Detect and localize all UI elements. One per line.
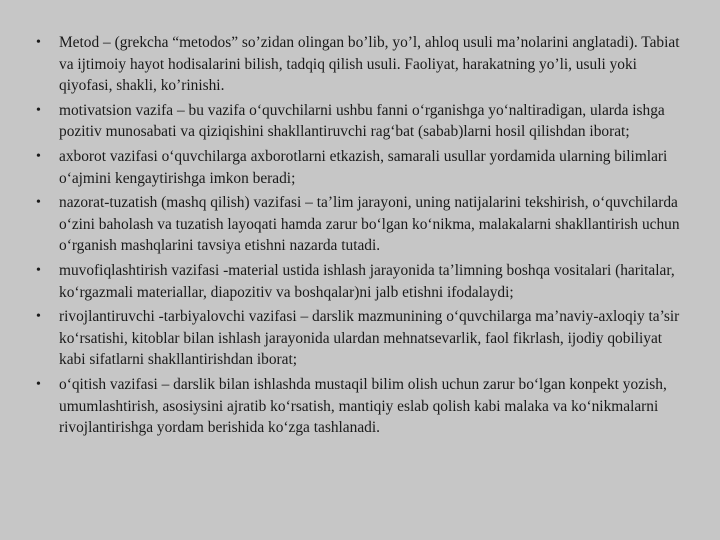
list-item	[36, 32, 686, 97]
bullet-dot: •	[36, 35, 41, 50]
list-item	[36, 146, 686, 189]
list-item	[36, 100, 686, 143]
list-item	[36, 192, 686, 257]
bullet-dot: •	[36, 102, 41, 118]
bullet-dot: •	[36, 195, 41, 211]
list-item-text: muvofiqlashtirish vazifasi -material ustida ishlash jarayonida ta’limning boshqa vositalari (haritalar, ko‘rgazmali materiallar, diapozitiv va boshqalar)ni jalb etishni ifodalaydi;	[59, 261, 675, 301]
list-item-text: rivojlantiruvchi -tarbiyalovchi vazifasi – darslik mazmunining o‘quvchilarga ma’naviy-axloqiy ta’sir ko‘rsatishi, kitoblar bilan ishlash jarayonida ulardan mehnatsevarlik, faol fikrlash, ijodiy qobiliyat kabi sifatlarni shakllantirishdan iborat;	[59, 308, 680, 369]
list-item-text: o‘qitish vazifasi – darslik bilan ishlashda mustaqil bilim olish uchun zarur bo‘lgan konpekt yozish, umumlashtirish, asosiysini ajratib ko‘rsatish, mantiqiy eslab qolish kabi malaka va ko‘nikmalarni rivojlantirishga yordam berishida ko‘zga tashlanadi.	[59, 375, 667, 437]
list-item	[36, 260, 686, 303]
list-item-text: axborot vazifasi o‘quvchilarga axborotlarni etkazish, samarali usullar yordamida ularning bilimlari o‘ajmini kengaytirishga imkon beradi;	[59, 147, 668, 187]
slide-content	[36, 32, 686, 442]
bullet-dot: •	[36, 309, 41, 325]
list-item-text: nazorat-tuzatish (mashq qilish) vazifasi – ta’lim jarayoni, uning natijalarini tekshirish, o‘quvchilarda o‘zini baholash va tuzatish layoqati hamda zarur bo‘lgan ko‘nikma, malakalarni shakllantirish uchun o‘rganish mashqlarini tavsiya etishni nazarda tutadi.	[59, 194, 680, 255]
list-item-text: motivatsion vazifa – bu vazifa o‘quvchilarni ushbu fanni o‘rganishga yo‘naltiradigan, ularda ishga pozitiv munosabati va qiziqishini shakllantiruvchi rag‘bat (sabab)larni hosil qilishdan iborat;	[59, 101, 665, 141]
list-item-text: Metod – (grekcha “metodos” so’zidan olingan bo’lib, yo’l, ahloq usuli ma’nolarini anglatadi). Tabiat va ijtimoiy hayot hodisalarini bilish, tadqiq qilish usuli. Faoliyat, harakatning yo’li, usuli yoki qiyofasi, shakli, ko’rinishi.	[59, 34, 680, 95]
list-item	[36, 374, 686, 439]
list-item	[36, 306, 686, 371]
bullet-dot: •	[36, 262, 41, 278]
bullet-dot: •	[36, 148, 41, 164]
bullet-dot: •	[36, 376, 41, 392]
bullet-list	[36, 32, 686, 439]
